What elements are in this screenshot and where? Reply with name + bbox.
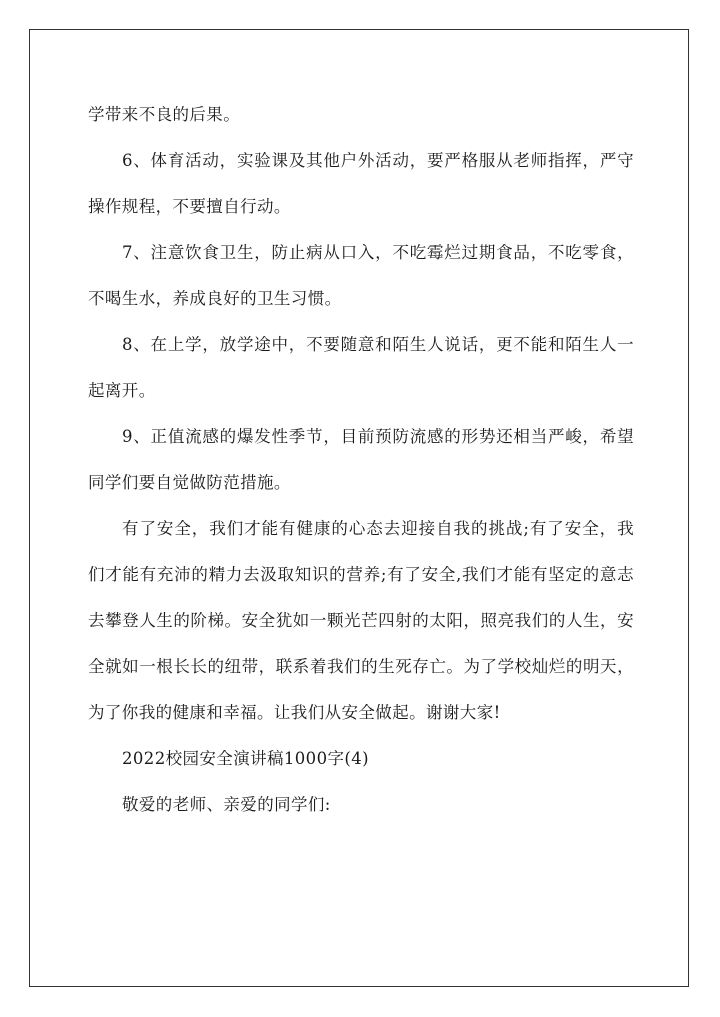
document-body [88,92,634,828]
paragraph-item-7: 7、注意饮食卫生，防止病从口入，不吃霉烂过期食品，不吃零食，不喝生水，养成良好的卫生习惯。 [88,243,634,308]
paragraph-item-8: 8、在上学，放学途中，不要随意和陌生人说话，更不能和陌生人一起离开。 [88,335,634,400]
salutation: 敬爱的老师、亲爱的同学们: [122,795,331,814]
paragraph-item-9: 9、正值流感的爆发性季节，目前预防流感的形势还相当严峻，希望同学们要自觉做防范措施。 [88,427,634,492]
paragraph-continuation: 学带来不良的后果。 [88,105,241,124]
paragraph-conclusion: 有了安全，我们才能有健康的心态去迎接自我的挑战;有了安全，我们才能有充沛的精力去汲取知识的营养;有了安全,我们才能有坚定的意志去攀登人生的阶梯。安全犹如一颗光芒四射的太阳，照亮我们的人生，安全就如一根长长的纽带，联系着我们的生死存亡。为了学校灿烂的明天，为了你我的健康和幸福。让我们从安全做起。谢谢大家! [88,519,634,722]
paragraph-item-6: 6、体育活动，实验课及其他户外活动，要严格服从老师指挥，严守操作规程，不要擅自行动。 [88,151,634,216]
section-title: 2022校园安全演讲稿1000字(4) [122,749,369,768]
